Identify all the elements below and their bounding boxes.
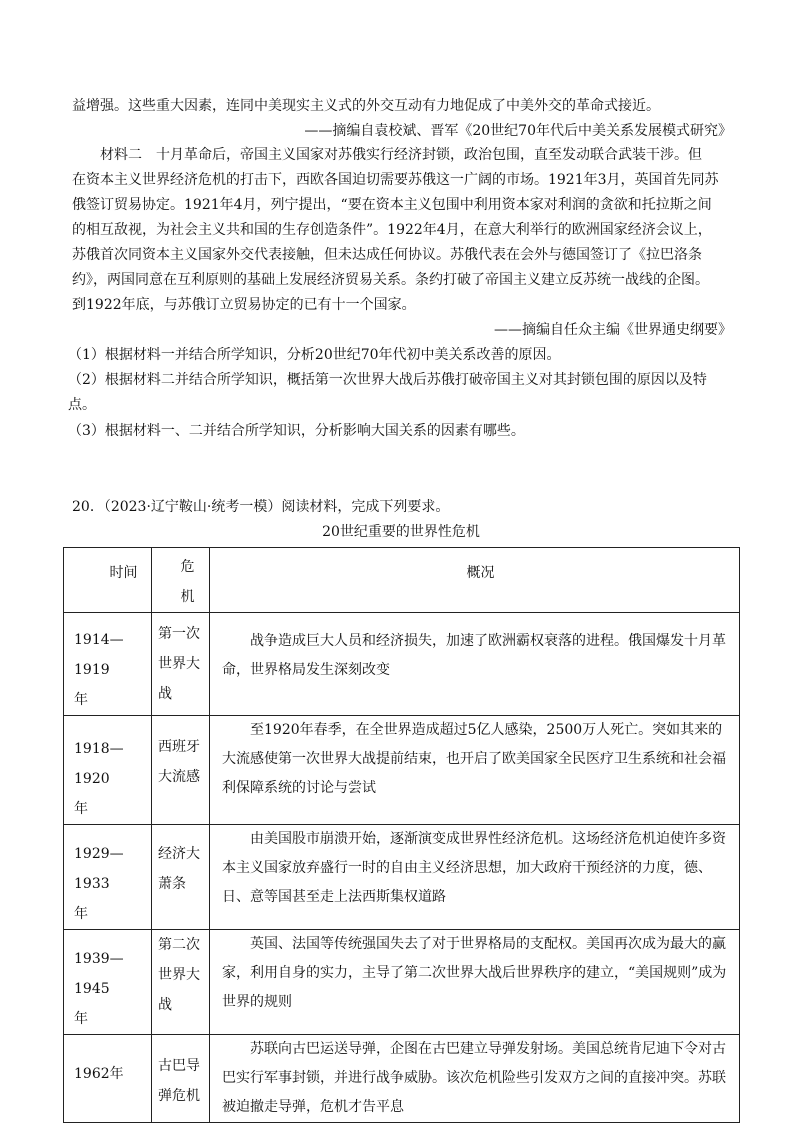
table-row: 1939—1945 年 第二次 世界大 战 英国、法国等传统强国失去了对于世界格局的支配权。美国再次成为最大的赢家，利用自身的实力，主导了第二次世界大战后世界秩序的建立，“美国规则”成为世界的规则	[64, 930, 740, 1035]
question-1: （1）根据材料一并结合所学知识，分析20世纪70年代初中美关系改善的原因。	[68, 347, 561, 363]
question-3: （3）根据材料一、二并结合所学知识，分析影响大国关系的因素有哪些。	[68, 423, 525, 439]
material2-line: 俄签订贸易协定。1921年4月，列宁提出，“要在资本主义包围中利用资本家对利润的贪欲和托拉斯之间	[72, 197, 712, 213]
material2-line: 在资本主义世界经济危机的打击下，西欧各国迫切需要苏俄这一广阔的市场。1921年3月，英国首先同苏	[72, 172, 719, 188]
table-row: 1914—1919 年 第一次 世界大 战 战争造成巨大人员和经济损失，加速了欧洲霸权衰落的进程。俄国爆发十月革命，世界格局发生深刻改变	[64, 613, 740, 716]
header-overview: 概况	[210, 548, 740, 613]
material2-line: 苏俄首次同资本主义国家外交代表接触，但未达成任何协议。苏俄代表在会外与德国签订了《拉巴洛条	[72, 247, 702, 263]
material2-line: 材料二 十月革命后，帝国主义国家对苏俄实行经济封锁，政治包围，直至发动联合武装干涉。但	[100, 147, 702, 163]
table-row: 1918—1920 年 西班牙 大流感 至1920年春季，在全世界造成超过5亿人感染，2500万人死亡。突如其来的大流感使第一次世界大战提前结束，也开启了欧美国家全民医疗卫生系统和社会福利保障系统的讨论与尝试	[64, 716, 740, 825]
material1-source: ——摘编自袁校斌、晋军《20世纪70年代后中美关系发展模式研究》	[304, 123, 732, 139]
table-row: 1929—1933 年 经济大 萧条 由美国股市崩溃开始，逐渐演变成世界性经济危机。这场经济危机迫使许多资本主义国家放弃盛行一时的自由主义经济思想，加大政府干预经济的力度，德、日、意等国甚至走上法西斯集权道路	[64, 825, 740, 930]
table-title: 20世纪重要的世界性危机	[322, 524, 480, 540]
question-2: （2）根据材料二并结合所学知识，概括第一次世界大战后苏俄打破帝国主义对其封锁包围的原因以及特	[68, 372, 707, 388]
table-row: 1962年 古巴导 弹危机 苏联向古巴运送导弹，企图在古巴建立导弹发射场。美国总统肯尼迪下令对古巴实行军事封锁，并进行战争威胁。该次危机险些引发双方之间的直接冲突。苏联被迫撤走导弹，危机才告平息	[64, 1035, 740, 1123]
question-2-cont: 点。	[68, 397, 96, 413]
material1-tail-text: 益增强。这些重大因素，连同中美现实主义式的外交互动有力地促成了中美外交的革命式接近。	[72, 98, 660, 114]
material2-source: ——摘编自任众主编《世界通史纲要》	[494, 322, 732, 338]
question-20-intro: 20．（2023·辽宁鞍山·统考一模）阅读材料，完成下列要求。	[72, 499, 450, 515]
row-description: 英国、法国等传统强国失去了对于世界格局的支配权。美国再次成为最大的赢家，利用自身的实力，主导了第二次世界大战后世界秩序的建立，“美国规则”成为世界的规则	[222, 936, 727, 1010]
row-description: 苏联向古巴运送导弹，企图在古巴建立导弹发射场。美国总统肯尼迪下令对古巴实行军事封锁，并进行战争威胁。该次危机险些引发双方之间的直接冲突。苏联被迫撤走导弹，危机才告平息	[222, 1041, 726, 1115]
row-description: 战争造成巨大人员和经济损失，加速了欧洲霸权衰落的进程。俄国爆发十月革命，世界格局发生深刻改变	[222, 633, 726, 678]
row-description: 由美国股市崩溃开始，逐渐演变成世界性经济危机。这场经济危机迫使许多资本主义国家放弃盛行一时的自由主义经济思想，加大政府干预经济的力度，德、日、意等国甚至走上法西斯集权道路	[222, 831, 726, 905]
material2-line: 的相互敌视，为社会主义共和国的生存创造条件”。1922年4月，在意大利举行的欧洲国家经济会议上，	[72, 222, 712, 238]
material2-line: 到1922年底，与苏俄订立贸易协定的已有十一个国家。	[72, 297, 416, 313]
header-time: 时间	[64, 548, 152, 613]
table-header-row	[64, 548, 740, 613]
crisis-table	[63, 547, 740, 1123]
row-description: 至1920年春季，在全世界造成超过5亿人感染，2500万人死亡。突如其来的大流感使第一次世界大战提前结束，也开启了欧美国家全民医疗卫生系统和社会福利保障系统的讨论与尝试	[222, 722, 726, 796]
material2-line: 约》，两国同意在互利原则的基础上发展经济贸易关系。条约打破了帝国主义建立反苏统一战线的企图。	[72, 272, 709, 288]
header-crisis: 危 机	[152, 548, 210, 613]
